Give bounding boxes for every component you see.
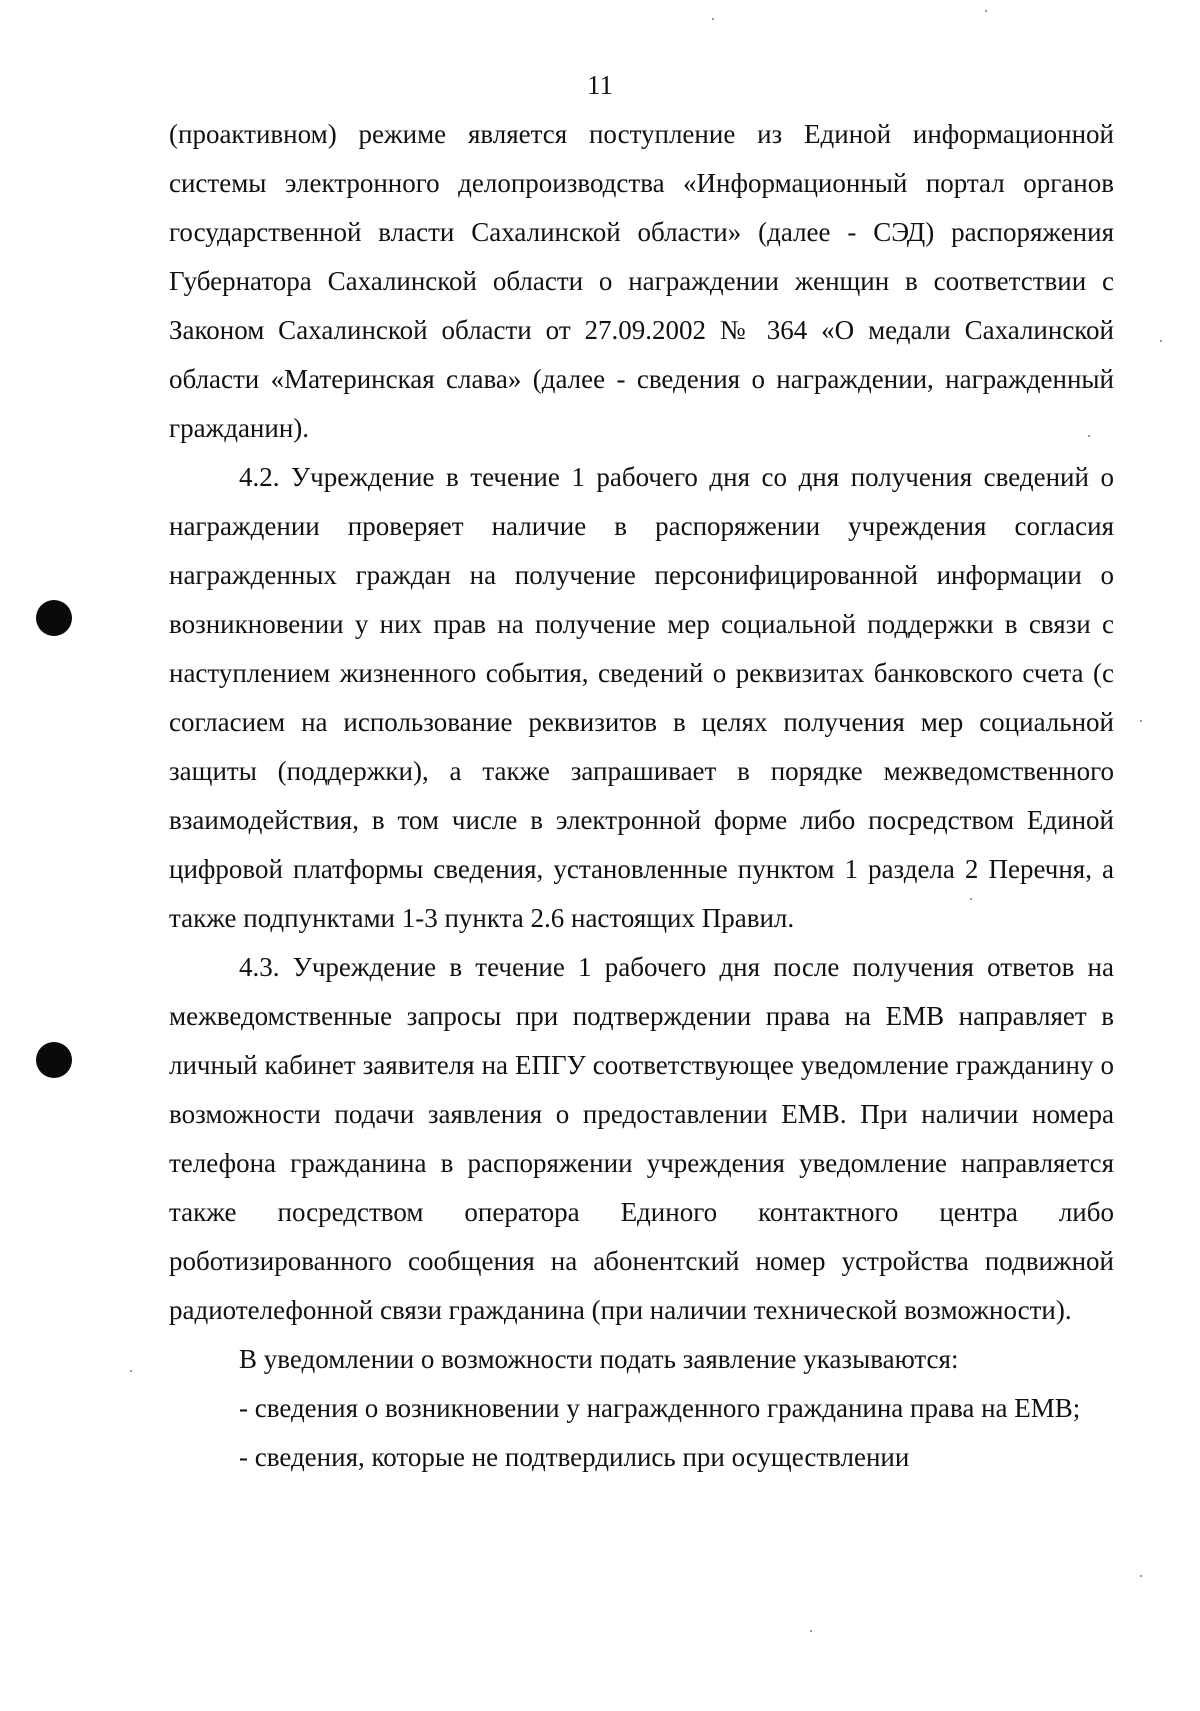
scan-speck (1140, 720, 1142, 722)
paragraph-4-2: 4.2. Учреждение в течение 1 рабочего дня со дня получения сведений о награждении проверяет наличие в распоряжении учреждения согласия награжденных граждан на получение персонифицированной информации о возникновении у них прав на получение мер социальной поддержки в связи с наступлением жизненного события, сведений о реквизитах банковского счета (с согласием на использование реквизитов в целях получения мер социальной защиты (поддержки), а также запрашивает в порядке межведомственного взаимодействия, в том числе в электронной форме либо посредством Единой цифровой платформы сведения, установленные пунктом 1 раздела 2 Перечня, а также подпунктами 1-3 пункта 2.6 настоящих Правил. (169, 462, 1114, 933)
scan-speck (1160, 340, 1162, 342)
paragraph-notification-contents: В уведомлении о возможности подать заявление указываются: (239, 1344, 959, 1374)
scan-speck (712, 18, 714, 20)
list-item-right-to-emv: - сведения о возникновении у награжденного гражданина права на ЕМВ; (239, 1393, 1081, 1423)
scan-speck (130, 1370, 132, 1372)
paragraph-proactive-mode: (проактивном) режиме является поступление из Единой информационной системы электронного делопроизводства «Информационный портал органов государственной власти Сахалинской области» (далее - СЭД) распоряжения Губернатора Сахалинской области о награждении женщин в соответствии с Законом Сахалинской области от 27.09.2002 № 364 «О медали Сахалинской области «Материнская слава» (далее - сведения о награждении, награжденный гражданин). (169, 119, 1114, 443)
document-body (169, 110, 1114, 1482)
scan-speck (985, 10, 987, 12)
list-item-unconfirmed-info: - сведения, которые не подтвердились при осуществлении (239, 1442, 910, 1472)
scan-speck (1140, 1575, 1142, 1577)
page-number: 11 (587, 70, 613, 100)
paragraph-4-3: 4.3. Учреждение в течение 1 рабочего дня после получения ответов на межведомственные запросы при подтверждении права на ЕМВ направляет в личный кабинет заявителя на ЕПГУ соответствующее уведомление гражданину о возможности подачи заявления о предоставлении ЕМВ. При наличии номера телефона гражданина в распоряжении учреждения уведомление направляется также посредством оператора Единого контактного центра либо роботизированного сообщения на абонентский номер устройства подвижной радиотелефонной связи гражданина (при наличии технической возможности). (169, 952, 1114, 1325)
scan-speck (810, 1630, 812, 1632)
hole-punch-mark (36, 1042, 72, 1078)
hole-punch-mark (36, 600, 72, 636)
